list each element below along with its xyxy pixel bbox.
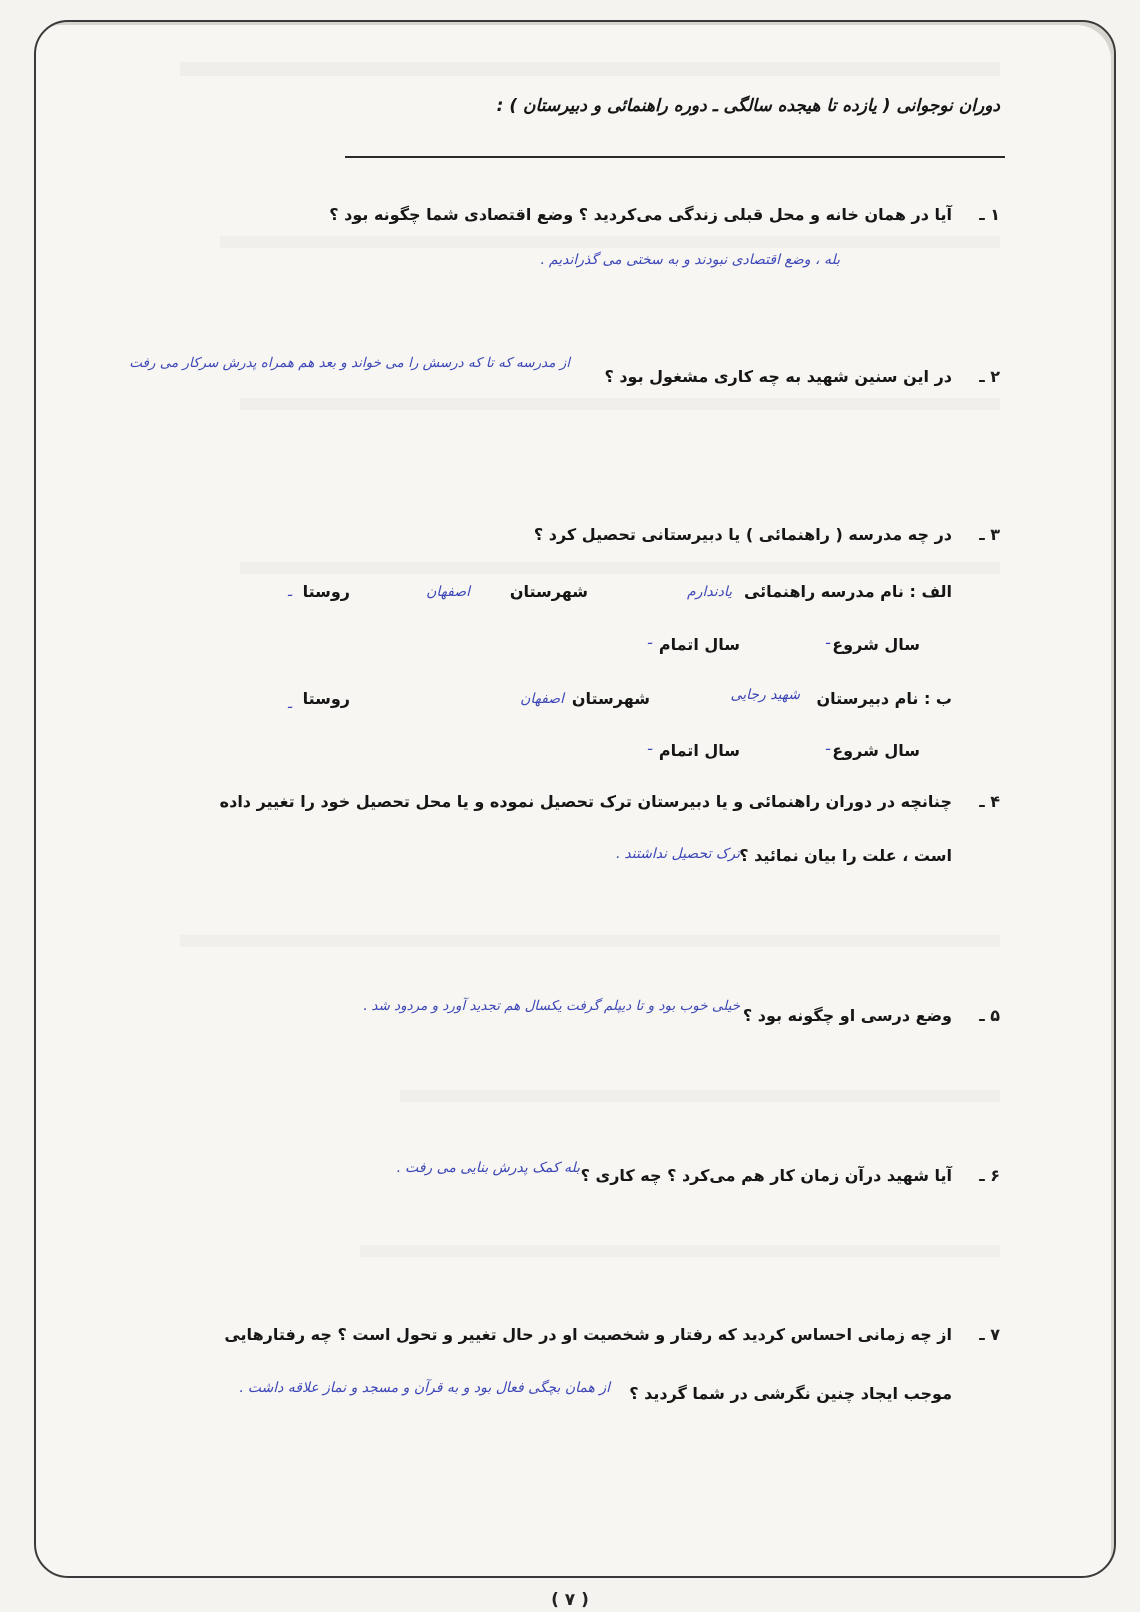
show-through: [180, 62, 1000, 76]
middle-school-label: الف : نام مدرسه راهنمائی: [743, 582, 952, 601]
handwritten-answer: خیلی خوب بود و تا دیپلم گرفت یکسال هم تجدید آورد و مردود شد .: [362, 998, 740, 1014]
handwritten-answer: از همان بچگی فعال بود و به قرآن و مسجد و نماز علاقه داشت .: [238, 1380, 610, 1396]
end-year-label: سال اتمام: [658, 635, 740, 654]
start-year-label: سال شروع: [832, 741, 920, 760]
middle-school-end: ـ: [647, 632, 652, 648]
high-school-start: ـ: [825, 738, 830, 754]
question-text-continued: است ، علت را بیان نمائید ؟: [739, 846, 952, 865]
village-label: روستا: [302, 582, 350, 601]
show-through-page-number: [0, 1574, 1140, 1590]
show-through: [240, 562, 1000, 574]
show-through: [240, 398, 1000, 410]
middle-school-city: اصفهان: [426, 584, 470, 600]
question-number: ۱ ـ: [979, 205, 1000, 224]
high-school-village: ـ: [287, 696, 292, 712]
question-text: آیا شهید درآن زمان کار هم می‌کرد ؟ چه کاری ؟: [580, 1166, 952, 1185]
middle-school-village: ـ: [287, 584, 292, 600]
question-number: ۳ ـ: [979, 525, 1000, 544]
start-year-label: سال شروع: [832, 635, 920, 654]
show-through: [220, 236, 1000, 248]
question-text: در چه مدرسه ( راهنمائی ) یا دبیرستانی تحصیل کرد ؟: [533, 525, 952, 544]
heading-underline: [345, 156, 1005, 158]
handwritten-answer: ترک تحصیل نداشتند .: [615, 846, 740, 862]
high-school-name: شهید رجایی: [730, 687, 800, 703]
middle-school-name: یادندارم: [687, 584, 732, 600]
question-text: از چه زمانی احساس کردید که رفتار و شخصیت او در حال تغییر و تحول است ؟ چه رفتارهایی: [224, 1325, 952, 1344]
question-text: در این سنین شهید به چه کاری مشغول بود ؟: [604, 367, 952, 386]
high-school-label: ب : نام دبیرستان: [816, 689, 952, 708]
city-label: شهرستان: [571, 689, 650, 708]
city-label: شهرستان: [509, 582, 588, 601]
show-through: [180, 935, 1000, 947]
high-school-end: ـ: [647, 738, 652, 754]
handwritten-answer: از مدرسه که تا که درسش را می خواند و بعد هم همراه پدرش سرکار می رفت: [129, 355, 570, 371]
question-number: ۷ ـ: [979, 1325, 1000, 1344]
question-number: ۶ ـ: [979, 1166, 1000, 1185]
middle-school-start: ـ: [825, 632, 830, 648]
handwritten-answer: بله ، وضع اقتصادی نبودند و به سختی می گذراندیم .: [540, 252, 840, 268]
question-number: ۵ ـ: [979, 1006, 1000, 1025]
show-through: [400, 1090, 1000, 1102]
question-text: چنانچه در دوران راهنمائی و یا دبیرستان ترک تحصیل نموده و یا محل تحصیل خود را تغییر داده: [219, 792, 952, 811]
high-school-city: اصفهان: [520, 691, 564, 707]
end-year-label: سال اتمام: [658, 741, 740, 760]
page-number: ( ۷ ): [551, 1590, 589, 1610]
village-label: روستا: [302, 689, 350, 708]
question-number: ۴ ـ: [979, 792, 1000, 811]
question-text: آیا در همان خانه و محل قبلی زندگی می‌کردید ؟ وضع اقتصادی شما چگونه بود ؟: [329, 205, 952, 224]
section-heading: دوران نوجوانی ( یازده تا هیجده سالگی ـ دوره راهنمائی و دبیرستان ) :: [496, 96, 1000, 116]
question-text: وضع درسی او چگونه بود ؟: [742, 1006, 952, 1025]
question-text-continued: موجب ایجاد چنین نگرشی در شما گردید ؟: [629, 1384, 952, 1403]
handwritten-answer: بله کمک پدرش بنایی می رفت .: [396, 1160, 580, 1176]
show-through: [360, 1245, 1000, 1257]
question-number: ۲ ـ: [979, 367, 1000, 386]
